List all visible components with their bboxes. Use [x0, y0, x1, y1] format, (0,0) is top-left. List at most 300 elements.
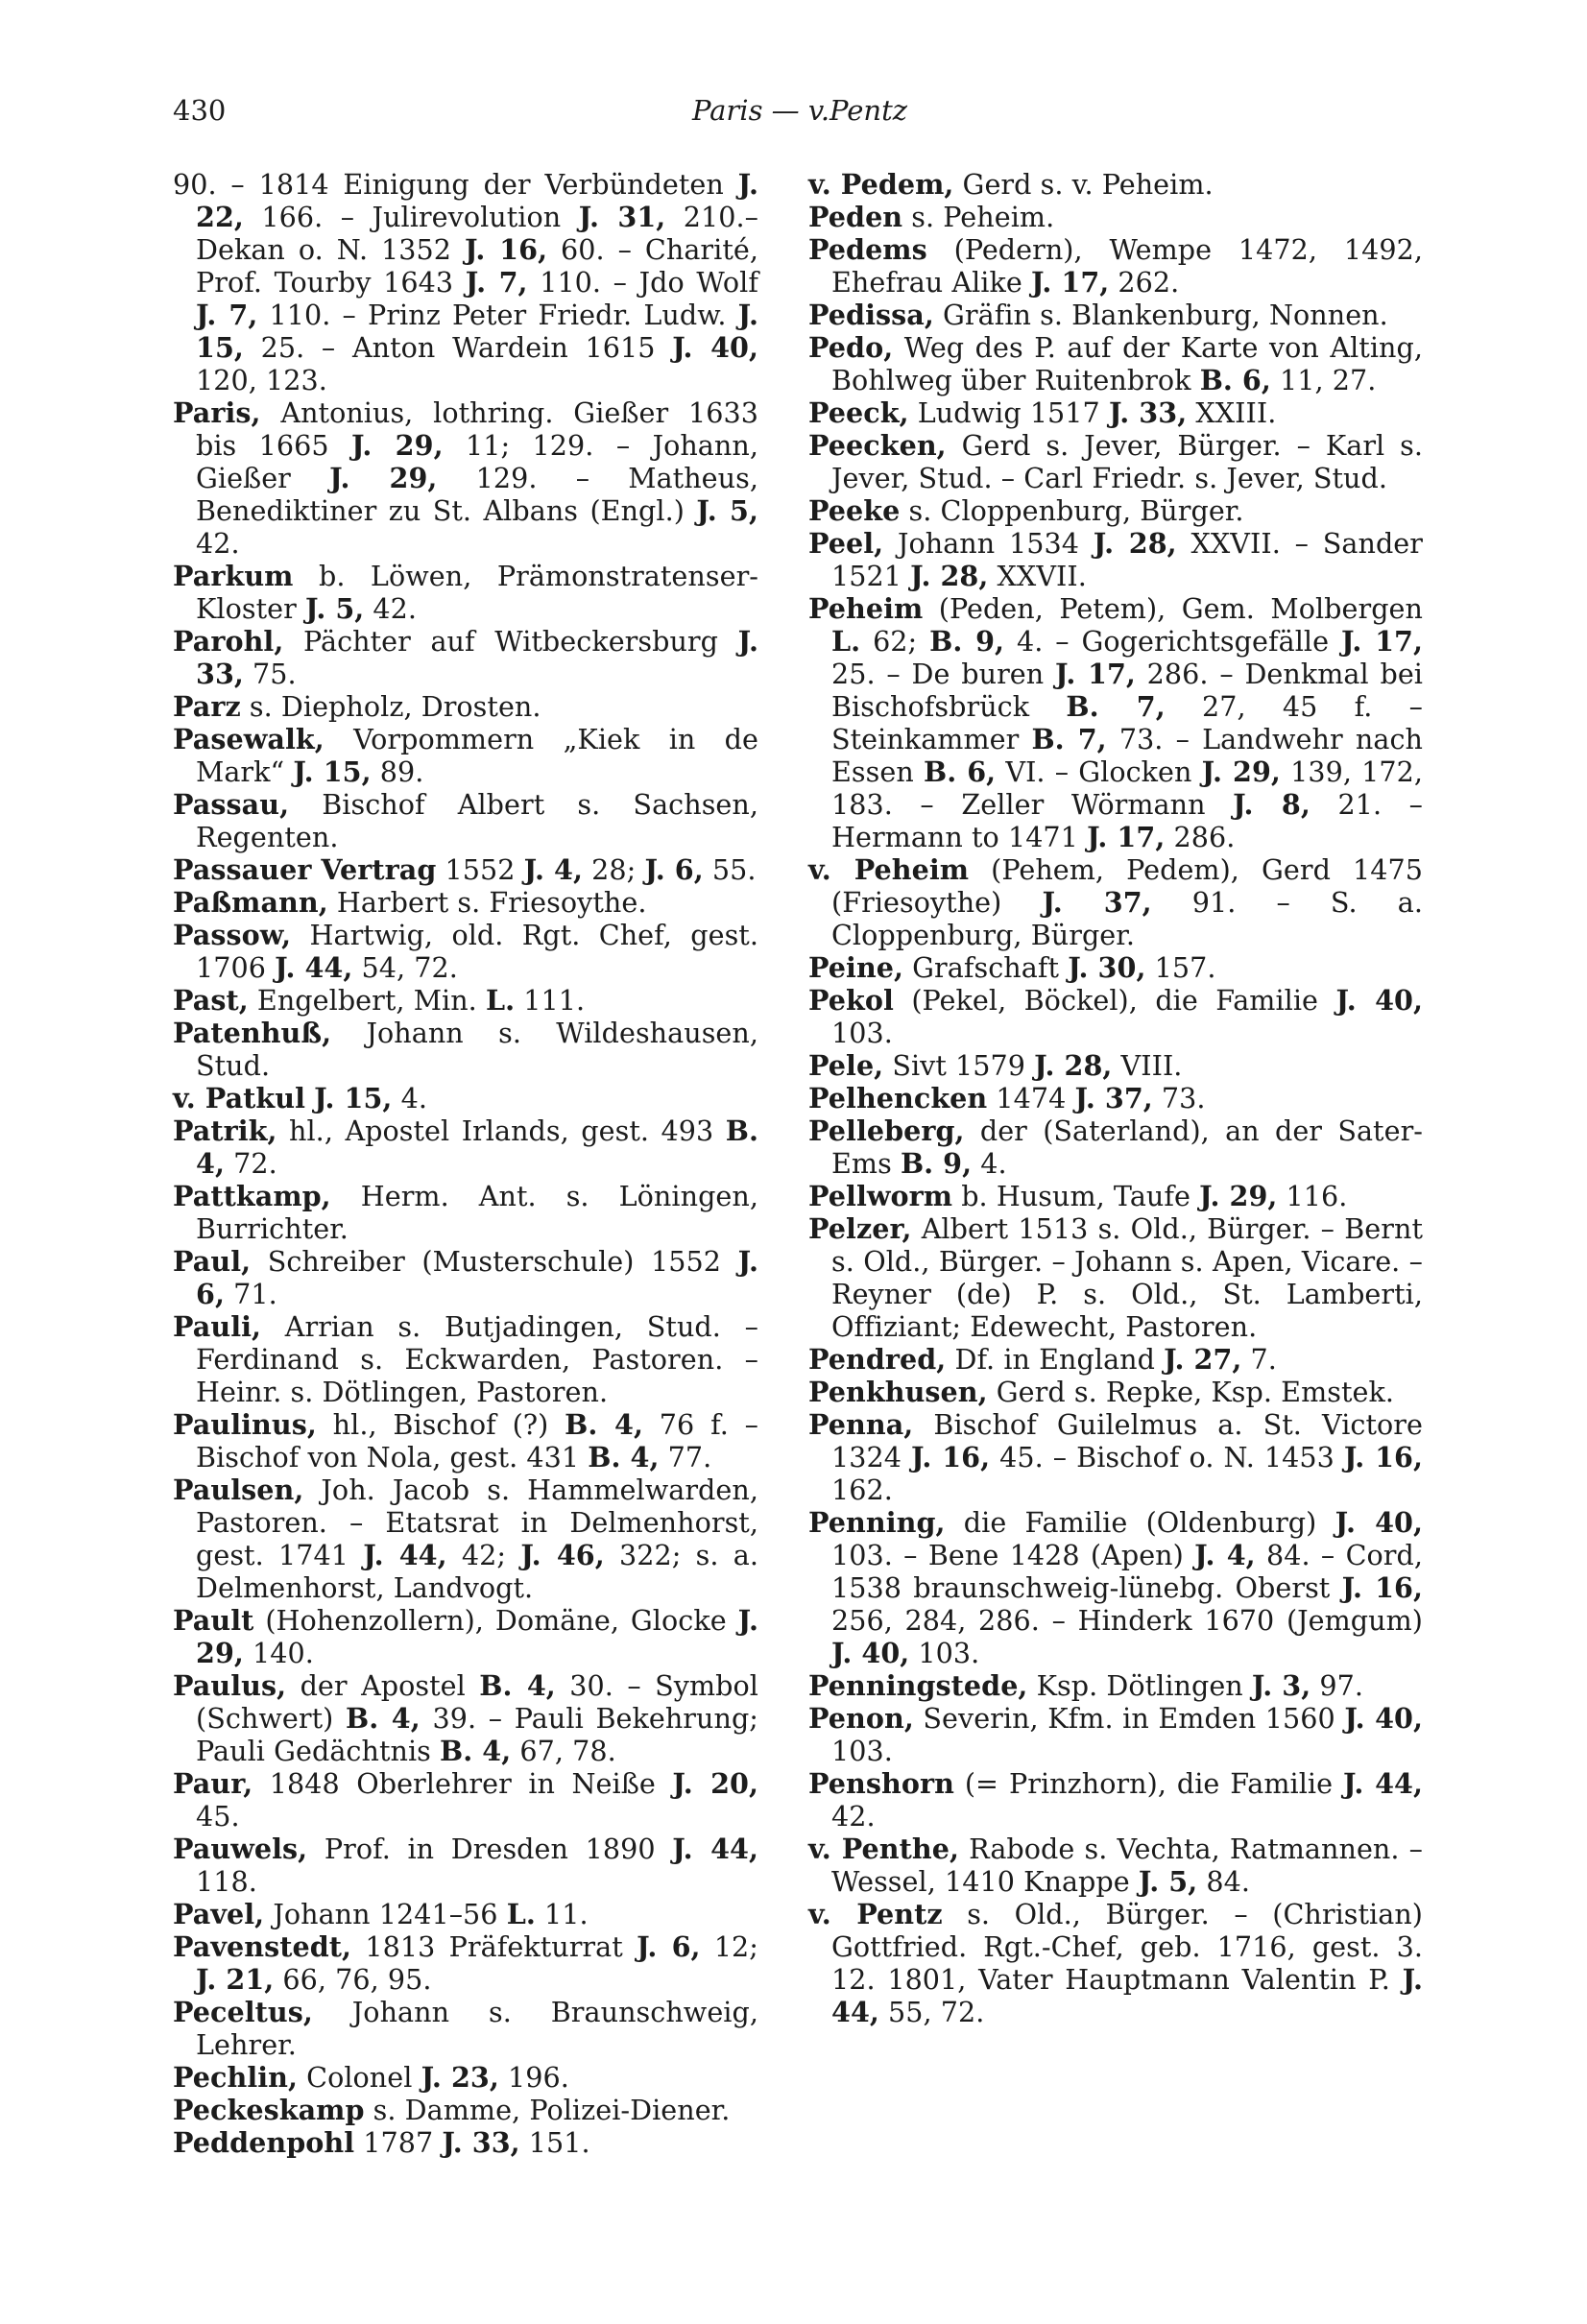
entry-text: Prof. in Dresden 1890 [307, 1833, 673, 1865]
entry-headword: Patenhuß, [173, 1017, 332, 1049]
entry-headword: Past, [173, 984, 249, 1017]
entry-text: 25. – De buren [831, 658, 1055, 690]
entry-text: hl., Bischof (?) [316, 1408, 565, 1441]
index-entry [808, 1833, 1423, 1898]
index-entry [173, 1833, 758, 1898]
entry-headword: Peine, [808, 951, 904, 984]
entry-text: Johann s. Wildeshausen, Stud. [196, 1017, 758, 1082]
entry-text: 90. – 1814 Einigung der Verbündeten [173, 168, 738, 201]
entry-text: 1787 [354, 2126, 443, 2159]
entry-text: Ludwig 1517 [908, 396, 1109, 429]
entry-text: (Pehem, Pedem), Gerd 1475 (Friesoythe) [831, 853, 1423, 919]
entry-headword: Patrik, [173, 1114, 277, 1147]
entry-reference: J. 28, [1034, 1049, 1113, 1082]
entry-text: VIII. [1112, 1049, 1183, 1082]
entry-text: 166. – Julirevolution [243, 201, 579, 233]
entry-text: Schreiber (Musterschule) 1552 [251, 1245, 738, 1278]
entry-text: (Pedern), Wempe 1472, 1492, Ehefrau Alike [831, 233, 1423, 299]
index-entry [808, 984, 1423, 1049]
entry-text: 1552 [436, 853, 524, 886]
entry-text: 77. [659, 1441, 712, 1473]
entry-text: hl., Apostel Irlands, gest. 493 [277, 1114, 726, 1147]
entry-headword: Peden [808, 201, 903, 233]
entry-text: 256, 284, 286. – Hinderk 1670 (Jemgum) [831, 1604, 1423, 1637]
entry-text: Pächter auf Witbeckersburg [283, 625, 738, 658]
entry-headword: Pendred, [808, 1343, 947, 1376]
index-entry [808, 1702, 1423, 1767]
entry-text: 71. [224, 1278, 277, 1310]
entry-text: 55. [703, 853, 757, 886]
entry-reference: J. 7, [196, 299, 258, 331]
entry-text: 120, 123. [196, 364, 327, 396]
index-entry [808, 396, 1423, 429]
entry-text: der Apostel [286, 1669, 480, 1702]
index-entry [173, 1245, 758, 1310]
entry-headword: v. Penthe, [808, 1833, 959, 1865]
entry-text: 111. [515, 984, 586, 1017]
entry-reference: J. 29, [1201, 755, 1281, 788]
index-entry [173, 1669, 758, 1767]
index-entry [173, 560, 758, 625]
entry-reference: L. [485, 984, 516, 1017]
entry-text: 62; [860, 625, 930, 658]
entry-reference: J. 3, [1251, 1669, 1311, 1702]
entry-reference: J. 16, [1341, 1571, 1423, 1604]
entry-headword: Peeke [808, 494, 901, 527]
entry-headword: Pedissa, [808, 299, 934, 331]
index-entry [808, 1376, 1423, 1408]
entry-headword: Penningstede, [808, 1669, 1028, 1702]
entry-reference: J. 27, [1164, 1343, 1242, 1376]
index-entry [808, 299, 1423, 331]
entry-text: 42. [831, 1800, 876, 1833]
entry-text: 28; [582, 853, 645, 886]
entry-text: Weg des P. auf der Karte von Alting, Bohlweg über Ruitenbrok [831, 331, 1423, 396]
entry-text: 1813 Präfekturrat [351, 1930, 637, 1963]
entry-headword: Pault [173, 1604, 254, 1637]
entry-headword: Peecken, [808, 429, 947, 462]
entry-text: 11. [535, 1898, 589, 1930]
entry-text: 91. – S. a. Cloppenburg, Bürger. [831, 886, 1423, 951]
entry-reference: J. 16, [464, 233, 548, 266]
index-entry [173, 1408, 758, 1473]
index-entry [808, 1082, 1423, 1114]
entry-text: (= Prinzhorn), die Familie [953, 1767, 1343, 1800]
index-entry [808, 1212, 1423, 1343]
index-entry [173, 1898, 758, 1930]
entry-text: s. Cloppenburg, Bürger. [900, 494, 1244, 527]
entry-text: 84. – Cord, 1538 braunschweig-lünebg. Oberst [831, 1539, 1423, 1604]
entry-text: XXIII. [1187, 396, 1277, 429]
entry-text: Gerd s. v. Peheim. [953, 168, 1214, 201]
entry-reference: J. 33, [1108, 396, 1188, 429]
index-entry [173, 886, 758, 919]
entry-text: 210.– Dekan o. N. 1352 [196, 201, 758, 266]
index-entry [173, 1930, 758, 1996]
entry-headword: Peddenpohl [173, 2126, 355, 2159]
entry-reference: J. 37, [1074, 1082, 1153, 1114]
entry-text: Albert 1513 s. Old., Bürger. – Bernt s. Old., Bürger. – Johann s. Apen, Vicare. – Reyner (de) P. s. Old., St. Lamberti, Offiziant; Edewecht, Pastoren. [831, 1212, 1423, 1343]
entry-text: s. Peheim. [902, 201, 1055, 233]
entry-text: Harbert s. Friesoythe. [327, 886, 647, 919]
entry-headword: Parz [173, 690, 241, 723]
entry-text: 60. – Charité, Prof. Tourby 1643 [196, 233, 758, 299]
index-entry [173, 1114, 758, 1180]
entry-text: Engelbert, Min. [248, 984, 486, 1017]
entry-reference: B. 9, [929, 625, 1005, 658]
entry-text: Sivt 1579 [883, 1049, 1035, 1082]
entry-reference: J. 4, [1194, 1539, 1256, 1571]
index-entry [173, 690, 758, 723]
index-entry [173, 1767, 758, 1833]
index-entry [808, 951, 1423, 984]
entry-text: 25. – Anton Wardein 1615 [243, 331, 673, 364]
entry-headword: Paulinus, [173, 1408, 317, 1441]
entry-reference: L. [831, 625, 861, 658]
entry-reference: J. 15, [314, 1082, 393, 1114]
index-entry [808, 1343, 1423, 1376]
entry-reference: J. 8, [1233, 788, 1310, 821]
entry-text: 118. [196, 1865, 257, 1898]
entry-reference: J. 40, [1335, 1506, 1424, 1539]
entry-text: Bischof Guilelmus a. St. Victore 1324 [831, 1408, 1423, 1473]
entry-text: Vorpommern „Kiek in de Mark“ [196, 723, 758, 788]
entry-text: Gräfin s. Blankenburg, Nonnen. [933, 299, 1388, 331]
entry-text: 1474 [987, 1082, 1075, 1114]
entry-reference: J. 5, [304, 592, 365, 625]
index-entry [173, 1082, 758, 1114]
entry-headword: Passow, [173, 919, 292, 951]
entry-text: Arrian s. Butjadingen, Stud. – Ferdinand s. Eckwarden, Pastoren. – Heinr. s. Dötlingen, Pastoren. [196, 1310, 758, 1408]
entry-text: Ksp. Dötlingen [1027, 1669, 1252, 1702]
entry-text: Herm. Ant. s. Löningen, Burrichter. [196, 1180, 758, 1245]
entry-reference: J. 29, [329, 462, 438, 494]
index-entry [173, 2094, 758, 2126]
entry-text: Hartwig, old. Rgt. Chef, gest. 1706 [196, 919, 758, 984]
entry-reference: B. 4, [565, 1408, 644, 1441]
entry-reference: B. 4, [346, 1702, 421, 1735]
entry-text: 103. – Bene 1428 (Apen) [831, 1539, 1195, 1571]
entry-headword: Paulus, [173, 1669, 287, 1702]
index-entry [808, 429, 1423, 494]
index-entry [808, 853, 1423, 951]
entry-text: b. Löwen, Prämonstratenser-Kloster [196, 560, 758, 625]
entry-text: 196. [498, 2061, 569, 2094]
entry-text: 45. – Bischof o. N. 1453 [990, 1441, 1344, 1473]
entry-text: 4. [392, 1082, 427, 1114]
entry-text: Johann 1241–56 [264, 1898, 507, 1930]
entry-reference: J. 46, [520, 1539, 605, 1571]
index-entry [808, 527, 1423, 592]
entry-reference: B. 4, [588, 1441, 660, 1473]
entry-headword: v. Pedem, [808, 168, 954, 201]
entry-text: VI. – Glocken [996, 755, 1202, 788]
entry-text: XXVII. [988, 560, 1087, 592]
entry-text: 30. – Symbol (Schwert) [196, 1669, 758, 1735]
entry-text: Grafschaft [903, 951, 1069, 984]
entry-text: 12; [700, 1930, 758, 1963]
entry-text: 139, 172, 183. – Zeller Wörmann [831, 755, 1424, 821]
page-number: 430 [173, 94, 227, 127]
entry-text: 42; [446, 1539, 521, 1571]
entry-text: 116. [1277, 1180, 1348, 1212]
index-entry [808, 168, 1423, 201]
entry-reference: J. 30, [1068, 951, 1146, 984]
entry-reference: B. 7, [1066, 690, 1166, 723]
entry-text: 39. – Pauli Bekehrung; Pauli Gedächtnis [196, 1702, 758, 1767]
entry-headword: Pelzer, [808, 1212, 912, 1245]
entry-reference: J. 15, [196, 299, 758, 364]
index-entry [173, 1473, 758, 1604]
entry-text: 42. [196, 527, 240, 560]
entry-text: 157. [1145, 951, 1216, 984]
index-entry [173, 919, 758, 984]
index-entry [173, 2126, 758, 2159]
index-entry [808, 331, 1423, 396]
entry-reference: J. 29, [196, 1604, 758, 1669]
entry-reference: J. 4, [523, 853, 583, 886]
entry-reference: J. 20, [672, 1767, 758, 1800]
entry-text: 286. [1165, 821, 1236, 853]
left-column [173, 168, 758, 2159]
entry-text: 73. [1152, 1082, 1206, 1114]
entry-text: 11, 27. [1270, 364, 1377, 396]
entry-headword: Peel, [808, 527, 884, 560]
entry-headword: Pattkamp, [173, 1180, 331, 1212]
index-entry [173, 853, 758, 886]
entry-headword: Peheim [808, 592, 924, 625]
entry-reference: J. 16, [1343, 1441, 1423, 1473]
entry-reference: J. 7, [465, 266, 528, 299]
entry-text: Joh. Jacob s. Hammelwarden, Pastoren. – Etatsrat in Delmenhorst, gest. 1741 [196, 1473, 758, 1571]
entry-reference: B. 6, [1199, 364, 1271, 396]
entry-reference: J. 22, [196, 168, 758, 233]
entry-text: (Hohenzollern), Domäne, Glocke [253, 1604, 738, 1637]
entry-headword: Penkhusen, [808, 1376, 988, 1408]
entry-reference: J. 6, [196, 1245, 758, 1310]
entry-headword: Penna, [808, 1408, 914, 1441]
entry-text: 103. [909, 1637, 980, 1669]
entry-text: 67, 78. [511, 1735, 616, 1767]
entry-text: 54, 72. [352, 951, 458, 984]
index-entry [173, 168, 758, 396]
entry-reference: J. 17, [1055, 658, 1136, 690]
index-entry [173, 788, 758, 853]
entry-headword: Peceltus, [173, 1996, 313, 2028]
entry-headword: Pasewalk, [173, 723, 325, 755]
entry-text: 89. [371, 755, 424, 788]
entry-reference: J. 5, [1138, 1865, 1198, 1898]
entry-text: 110. – Prinz Peter Friedr. Ludw. [257, 299, 738, 331]
entry-text: (Peden, Petem), Gem. Molbergen [923, 592, 1423, 625]
index-entry [808, 1408, 1423, 1506]
entry-text: 45. [196, 1800, 240, 1833]
index-entry [808, 494, 1423, 527]
entry-reference: L. [506, 1898, 536, 1930]
entry-text: 286. – Denkmal bei Bischofsbrück [831, 658, 1423, 723]
entry-text: der (Saterland), an der Sater-Ems [831, 1114, 1423, 1180]
entry-headword: Penning, [808, 1506, 946, 1539]
entry-text: 322; s. a. Delmenhorst, Landvogt. [196, 1539, 759, 1604]
index-entry [808, 1506, 1423, 1669]
index-entry [173, 1996, 758, 2061]
entry-headword: v. Pentz [808, 1898, 943, 1930]
index-entry [808, 1114, 1423, 1180]
entry-reference: J. 44, [672, 1833, 759, 1865]
index-entry [808, 1180, 1423, 1212]
index-entry [808, 1898, 1423, 2028]
entry-reference: J. 40, [1344, 1702, 1424, 1735]
entry-headword: Pele, [808, 1049, 884, 1082]
entry-reference: J. 29, [351, 429, 444, 462]
entry-text: 129. – Matheus, Benediktiner zu St. Albans (Engl.) [196, 462, 758, 527]
entry-headword: Pauli, [173, 1310, 262, 1343]
entry-reference: J. 44, [831, 1963, 1423, 2028]
page-header [173, 94, 1427, 132]
entry-reference: J. 44, [275, 951, 353, 984]
entry-text: 73. – Landwehr nach Essen [831, 723, 1423, 788]
entry-text: 76 f. – Bischof von Nola, gest. 431 [196, 1408, 758, 1473]
entry-reference: B. 6, [923, 755, 997, 788]
entry-text: 110. – Jdo Wolf [527, 266, 758, 299]
entry-text: 55, 72. [878, 1996, 985, 2028]
entry-headword: v. Patkul [173, 1082, 306, 1114]
entry-headword: Pedo, [808, 331, 894, 364]
index-entry [173, 1310, 758, 1408]
entry-text: Bischof Albert s. Sachsen, Regenten. [196, 788, 758, 853]
entry-reference: J. 40, [831, 1637, 910, 1669]
running-head: Paris — v.Pentz [691, 94, 908, 127]
index-entry [173, 984, 758, 1017]
entry-reference: B. 9, [900, 1147, 973, 1180]
index-entry [173, 723, 758, 788]
entry-reference: J. 17, [1340, 625, 1423, 658]
entry-text: (Pekel, Böckel), die Familie [893, 984, 1336, 1017]
entry-headword: Pechlin, [173, 2061, 298, 2094]
entry-headword: Pavenstedt, [173, 1930, 352, 1963]
entry-reference: J. 16, [910, 1441, 991, 1473]
entry-text: 72. [224, 1147, 277, 1180]
entry-headword: Parkum [173, 560, 294, 592]
index-entry [173, 1180, 758, 1245]
entry-text: Rabode s. Vechta, Ratmannen. – Wessel, 1410 Knappe [831, 1833, 1423, 1898]
entry-text: Johann 1534 [883, 527, 1094, 560]
entry-reference: J. 40, [1335, 984, 1423, 1017]
entry-reference: J. 6, [644, 853, 704, 886]
index-entry [173, 625, 758, 690]
entry-text: 66, 76, 95. [274, 1963, 432, 1996]
entry-reference: J. 21, [196, 1963, 275, 1996]
entry-reference: B. 4, [479, 1669, 556, 1702]
entry-text: 140. [243, 1637, 314, 1669]
entry-text [305, 1082, 314, 1114]
entry-headword: Penon, [808, 1702, 914, 1735]
entry-text: 42. [364, 592, 418, 625]
entry-reference: J. 31, [578, 201, 666, 233]
entry-text: 21. – Hermann to 1471 [831, 788, 1423, 853]
entry-headword: Pekol [808, 984, 894, 1017]
entry-text: 1848 Oberlehrer in Neiße [252, 1767, 673, 1800]
entry-text: 75. [243, 658, 297, 690]
index-entry [808, 1049, 1423, 1082]
entry-text: 11; 129. – Johann, Gießer [196, 429, 758, 494]
index-entry [173, 396, 758, 560]
entry-headword: v. Peheim [808, 853, 970, 886]
entry-text: Antonius, lothring. Gießer 1633 bis 1665 [196, 396, 758, 462]
entry-headword: Paris, [173, 396, 261, 429]
entry-text: s. Damme, Polizei-Diener. [364, 2094, 731, 2126]
entry-text: die Familie (Oldenburg) [945, 1506, 1335, 1539]
entry-text: Gerd s. Jever, Bürger. – Karl s. Jever, Stud. – Carl Friedr. s. Jever, Stud. [831, 429, 1423, 494]
right-column [808, 168, 1423, 2028]
entry-text: 84. [1197, 1865, 1250, 1898]
entry-headword: Parohl, [173, 625, 284, 658]
entry-reference: B. 4, [440, 1735, 512, 1767]
entry-headword: Passauer Vertrag [173, 853, 437, 886]
entry-reference: J. 15, [293, 755, 372, 788]
entry-headword: Paul, [173, 1245, 252, 1278]
entry-headword: Pellworm [808, 1180, 953, 1212]
entry-headword: Pauwels, [173, 1833, 308, 1865]
entry-text: 103. [831, 1735, 893, 1767]
entry-reference: J. 17, [1031, 266, 1110, 299]
entry-text: 151. [519, 2126, 590, 2159]
entry-reference: J. 44, [1342, 1767, 1423, 1800]
entry-reference: B. 4, [196, 1114, 758, 1180]
entry-reference: J. 44, [363, 1539, 447, 1571]
entry-headword: Penshorn [808, 1767, 954, 1800]
entry-text: 97. [1310, 1669, 1364, 1702]
index-entry [173, 2061, 758, 2094]
index-entry [808, 233, 1423, 299]
index-entry [808, 1767, 1423, 1833]
entry-headword: Paßmann, [173, 886, 328, 919]
entry-text: s. Diepholz, Drosten. [240, 690, 541, 723]
entry-text: b. Husum, Taufe [952, 1180, 1200, 1212]
entry-headword: Peckeskamp [173, 2094, 365, 2126]
entry-headword: Paulsen, [173, 1473, 304, 1506]
entry-reference: J. 33, [442, 2126, 520, 2159]
entry-headword: Paur, [173, 1767, 253, 1800]
entry-text: 27, 45 f. – Steinkammer [831, 690, 1423, 755]
entry-text: 162. [831, 1473, 893, 1506]
entry-reference: J. 29, [1199, 1180, 1278, 1212]
entry-text: Johann s. Braunschweig, Lehrer. [196, 1996, 758, 2061]
entry-text: s. Old., Bürger. – (Christian) Gottfried. Rgt.-Chef, geb. 1716, gest. 3. 12. 1801, Vater Hauptmann Valentin P. [831, 1898, 1423, 1996]
entry-reference: J. 40, [672, 331, 759, 364]
entry-reference: J. 17, [1087, 821, 1166, 853]
entry-text: Gerd s. Repke, Ksp. Emstek. [987, 1376, 1394, 1408]
entry-headword: Pelhencken [808, 1082, 988, 1114]
entry-reference: B. 7, [1031, 723, 1107, 755]
entry-text: XXVII. – Sander 1521 [831, 527, 1423, 592]
index-entry [173, 1017, 758, 1082]
index-entry [808, 1669, 1423, 1702]
entry-headword: Pavel, [173, 1898, 265, 1930]
entry-headword: Passau, [173, 788, 290, 821]
entry-text: Df. in England [946, 1343, 1165, 1376]
entry-headword: Peeck, [808, 396, 909, 429]
entry-text: 262. [1109, 266, 1180, 299]
entry-headword: Pedems [808, 233, 927, 266]
index-entry [808, 201, 1423, 233]
entry-text: Severin, Kfm. in Emden 1560 [913, 1702, 1345, 1735]
entry-reference: J. 23, [421, 2061, 499, 2094]
index-entry [173, 1604, 758, 1669]
entry-headword: Pelleberg, [808, 1114, 965, 1147]
entry-text: 7. [1241, 1343, 1277, 1376]
entry-reference: J. 33, [196, 625, 758, 690]
